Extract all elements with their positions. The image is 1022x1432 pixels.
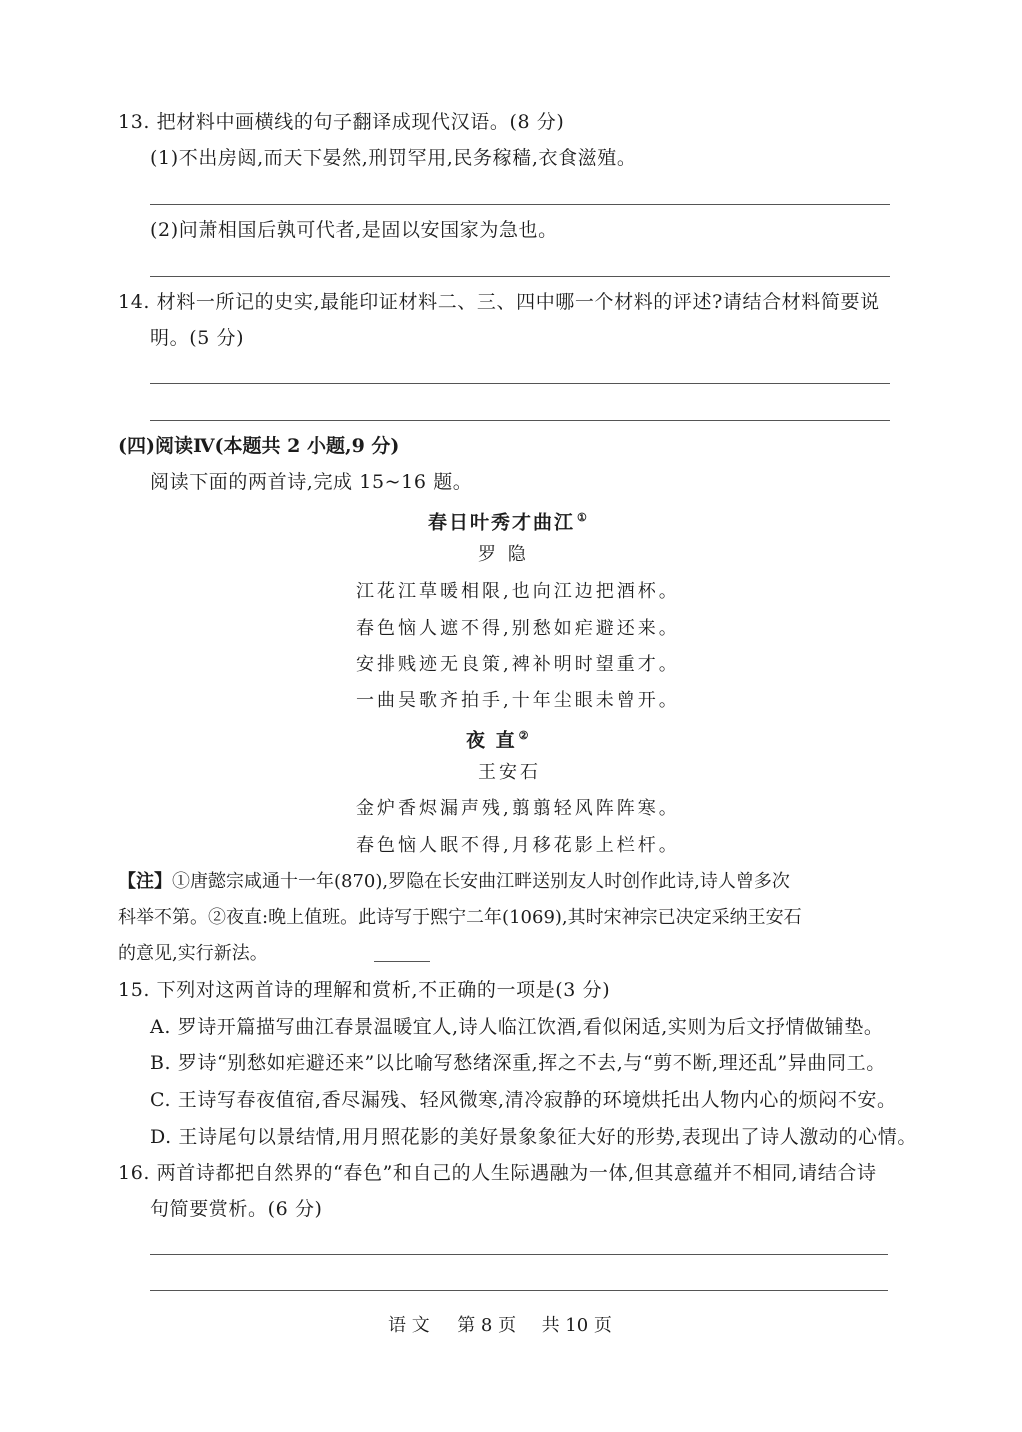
answer-line (150, 1290, 888, 1291)
answer-line (150, 204, 890, 205)
answer-line (150, 1254, 888, 1255)
footer-subject: 语 文 (388, 1315, 430, 1336)
notes-line-3: 的意见,实行新法。 (118, 943, 268, 964)
q13-sentence-2: (2)问萧相国后孰可代者,是固以安国家为急也。 (150, 219, 558, 241)
q14-line-2: 明。(5 分) (150, 327, 245, 349)
answer-line (150, 420, 890, 421)
footnote-mark: ① (577, 511, 589, 524)
poem1-author: 罗 隐 (478, 544, 529, 565)
poem1-title-text: 春日叶秀才曲江 (428, 511, 576, 534)
poem2-line: 春色恼人眠不得,月移花影上栏杆。 (356, 835, 680, 856)
answer-line (150, 383, 890, 384)
notes-line-2: 科举不第。②夜直:晚上值班。此诗写于熙宁二年(1069),其时宋神宗已决定采纳王安石 (118, 907, 802, 928)
poem1-line: 春色恼人遮不得,别愁如疟避还来。 (356, 618, 680, 639)
q15-option-b: B. 罗诗“别愁如疟避还来”以比喻写愁绪深重,挥之不去,与“剪不断,理还乱”异曲同工。 (150, 1052, 886, 1074)
answer-line (150, 276, 890, 277)
section-intro: 阅读下面的两首诗,完成 15~16 题。 (150, 471, 473, 493)
poem1-line: 江花江草暖相限,也向江边把酒杯。 (356, 581, 680, 602)
q13-sentence-1: (1)不出房闼,而天下晏然,刑罚罕用,民务稼穑,衣食滋殖。 (150, 147, 637, 169)
q16-line-1: 16. 两首诗都把自然界的“春色”和自己的人生际遇融为一体,但其意蕴并不相同,请结合诗 (118, 1162, 877, 1184)
underline-mark (374, 961, 430, 962)
q16-line-2: 句简要赏析。(6 分) (150, 1198, 323, 1220)
section-heading-label: (四)阅读Ⅳ (118, 435, 215, 457)
section-heading (118, 434, 399, 458)
poem2-title (466, 724, 531, 752)
footer-page-number: 第 8 页 (457, 1315, 517, 1336)
notes-line-1 (118, 870, 790, 894)
poem1-line: 安排贱迹无良策,裨补明时望重才。 (356, 654, 680, 675)
footer-total-pages: 共 10 页 (541, 1315, 612, 1336)
q14-line-1: 14. 材料一所记的史实,最能印证材料二、三、四中哪一个材料的评述?请结合材料简要说 (118, 291, 880, 313)
notes-label: 【注】 (118, 871, 172, 892)
q15-option-c: C. 王诗写春夜值宿,香尽漏残、轻风微寒,清冷寂静的环境烘托出人物内心的烦闷不安。 (150, 1089, 897, 1111)
poem2-title-text: 夜 直 (466, 729, 517, 752)
poem1-title (428, 506, 589, 534)
notes-text: ①唐懿宗咸通十一年(870),罗隐在长安曲江畔送别友人时创作此诗,诗人曾多次 (172, 871, 790, 892)
q15-option-a: A. 罗诗开篇描写曲江春景温暖宜人,诗人临江饮酒,看似闲适,实则为后文抒情做铺垫。 (150, 1016, 884, 1038)
poem2-author: 王安石 (478, 762, 541, 783)
footnote-mark: ② (518, 729, 531, 742)
poem2-line: 金炉香烬漏声残,翦翦轻风阵阵寒。 (356, 798, 680, 819)
section-heading-detail: (本题共 2 小题,9 分) (214, 435, 400, 457)
page-footer (388, 1314, 612, 1338)
q13-stem: 13. 把材料中画横线的句子翻译成现代汉语。(8 分) (118, 111, 565, 133)
q15-stem: 15. 下列对这两首诗的理解和赏析,不正确的一项是(3 分) (118, 979, 611, 1001)
q15-option-d: D. 王诗尾句以景结情,用月照花影的美好景象象征大好的形势,表现出了诗人激动的心情。 (150, 1126, 917, 1148)
poem1-line: 一曲吴歌齐拍手,十年尘眼未曾开。 (356, 690, 680, 711)
